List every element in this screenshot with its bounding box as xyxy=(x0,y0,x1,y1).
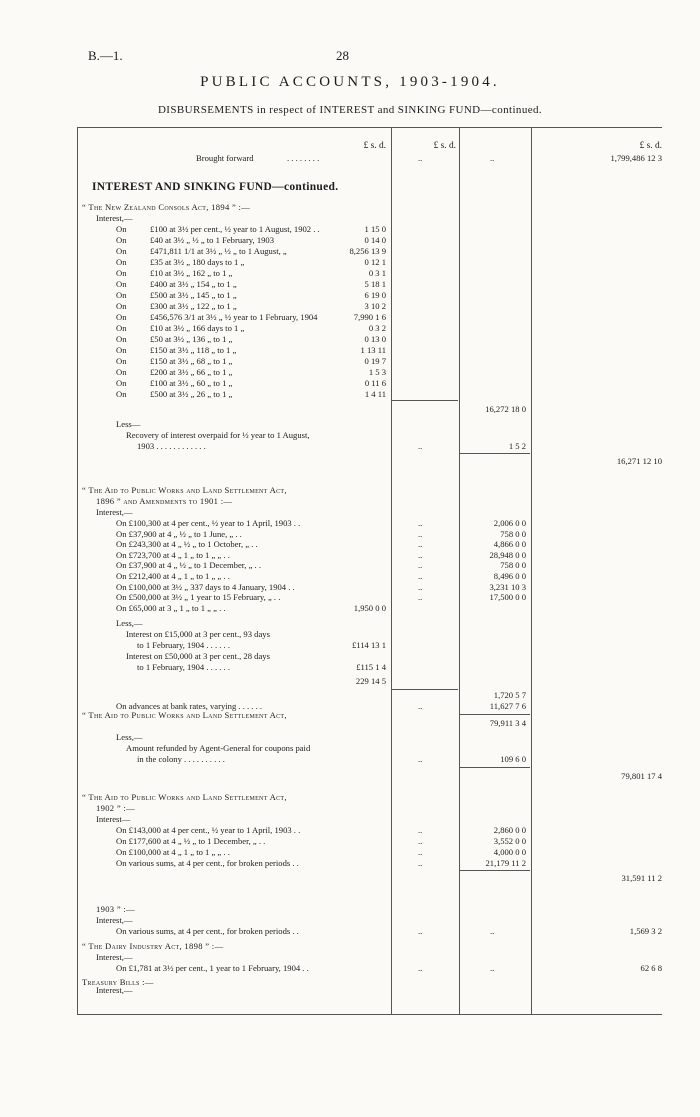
table-top-rule xyxy=(77,127,662,128)
pw1896-net: 79,801 17 4 xyxy=(621,771,662,781)
row-c1: .. xyxy=(418,825,423,835)
consols-row xyxy=(0,323,700,334)
row-prefix: On xyxy=(116,301,127,311)
row-description: On £177,600 at 4 „ ½ „ to 1 December, „ . . xyxy=(116,836,266,846)
row-prefix: On xyxy=(116,345,127,355)
row-c1: 0 3 1 xyxy=(368,268,386,278)
pw1903-c2: .. xyxy=(490,926,495,936)
row-description: £456,576 3/1 at 3½ „ ½ year to 1 February, 1904 xyxy=(150,312,318,322)
consols-recovery-line1: Recovery of interest overpaid for ½ year to 1 August, xyxy=(126,430,310,440)
row-description: On £243,300 at 4 „ ½ „ to 1 October, „ . . xyxy=(116,539,258,550)
brought-forward-label: Brought forward xyxy=(196,153,254,163)
pw1896-net-row xyxy=(0,771,700,782)
pw1896-row xyxy=(0,560,700,571)
pw1896-row xyxy=(0,518,700,529)
row-c1: 1 15 0 xyxy=(364,224,386,234)
row-description: £100 at 3½ per cent., ½ year to 1 August, 1902 . . xyxy=(150,224,320,234)
pw1902-net-row xyxy=(0,873,700,884)
table-bottom-rule xyxy=(77,1014,662,1015)
pw1903-title2-text: 1903 ” :— xyxy=(96,904,135,914)
pw1902-rule xyxy=(460,870,530,871)
row-prefix: On xyxy=(116,378,127,388)
row-description: On £212,400 at 4 „ 1 „ to 1 „ „ . . xyxy=(116,571,230,581)
section-heading: INTEREST AND SINKING FUND—continued. xyxy=(92,181,339,193)
consols-row xyxy=(0,356,700,367)
pw1896-ded2-row1 xyxy=(0,651,700,662)
pw1902-title2 xyxy=(0,803,700,814)
page-number: 28 xyxy=(336,48,349,63)
row-prefix: On xyxy=(116,246,127,256)
consols-subtotal-row xyxy=(0,404,700,415)
row-c1: .. xyxy=(418,571,423,581)
row-c2: 2,860 0 0 xyxy=(493,825,526,835)
col-header-3: £ s. d. xyxy=(639,141,662,151)
pw1896-title2-text: 1896 ” and Amendments to 1901 :— xyxy=(96,496,233,506)
dairy-desc: On £1,781 at 3½ per cent., 1 year to 1 February, 1904 . . xyxy=(116,963,309,973)
pw1896-refund-row1 xyxy=(0,743,700,754)
pw1896-row xyxy=(0,571,700,582)
pw1896-advances-label: On advances at bank rates, varying . . . . . . xyxy=(116,701,263,711)
row-c1: 3 10 2 xyxy=(364,301,386,311)
pw1902-title1-text: “ The Aid to Public Works and Land Settlement Act, xyxy=(82,792,287,802)
pw1902-row xyxy=(0,858,700,869)
dairy-interest-label xyxy=(0,952,700,963)
brought-forward-row xyxy=(0,153,700,164)
row-description: On £143,000 at 4 per cent., ½ year to 1 April, 1903 . . xyxy=(116,825,301,835)
row-description: £200 at 3½ „ 66 „ to 1 „ xyxy=(150,367,233,377)
row-c2: 4,866 0 0 xyxy=(493,539,526,550)
row-description: £400 at 3½ „ 154 „ to 1 „ xyxy=(150,279,237,289)
pw1896-ded1-row1 xyxy=(0,629,700,640)
pw1902-net: 31,591 11 2 xyxy=(621,873,662,883)
pw1903-title1-text: “ The Aid to Public Works and Land Settlement Act, xyxy=(82,710,287,720)
pw1902-interest-text: Interest— xyxy=(96,814,131,824)
pw1902-row xyxy=(0,836,700,847)
consols-row xyxy=(0,268,700,279)
row-prefix: On xyxy=(116,268,127,278)
consols-row xyxy=(0,301,700,312)
pw1896-row xyxy=(0,592,700,603)
row-c1: .. xyxy=(418,592,423,603)
row-description: On £500,000 at 3½ „ 1 year to 15 February, „ . . xyxy=(116,592,281,603)
pw1903-title1 xyxy=(0,710,700,721)
row-description: £10 at 3½ „ 162 „ to 1 „ xyxy=(150,268,233,278)
row-c1: 0 3 2 xyxy=(368,323,386,333)
pw1896-ded1-amount: £114 13 1 xyxy=(351,640,386,650)
row-description: £471,811 1/1 at 3½ „ ½ „ to 1 August, „ xyxy=(150,246,287,256)
pw1896-advances-c2: 11,627 7 6 xyxy=(489,701,526,711)
treasury-title-text: Treasury Bills :— xyxy=(82,977,154,987)
pw1903-c1: .. xyxy=(418,926,423,936)
pw1896-less-row xyxy=(0,618,700,629)
row-c1: 1,950 0 0 xyxy=(353,602,386,613)
pw1896-ded2-amount: £115 1 4 xyxy=(356,662,386,672)
dairy-net: 62 6 8 xyxy=(640,963,662,973)
row-c1: 8,256 13 9 xyxy=(349,246,386,256)
consols-row xyxy=(0,312,700,323)
brought-forward-amount: 1,799,486 12 3 xyxy=(610,153,662,163)
row-c2: 17,500 0 0 xyxy=(489,592,526,603)
row-prefix: On xyxy=(116,257,127,267)
consols-row xyxy=(0,257,700,268)
pw1896-interest-text: Interest,— xyxy=(96,507,133,517)
row-c1: 0 12 1 xyxy=(364,257,386,267)
pw1896-net-after-row xyxy=(0,690,700,701)
pw1896-refund-line2: in the colony . . . . . . . . . . xyxy=(137,754,225,764)
pw1896-sum: 79,911 3 4 xyxy=(489,718,526,728)
consols-net-row xyxy=(0,456,700,467)
pw1896-ded-total: 229 14 5 xyxy=(355,676,386,686)
pw1896-row xyxy=(0,529,700,540)
pw1896-row xyxy=(0,582,700,593)
pw1896-less2: Less,— xyxy=(116,732,143,742)
row-description: On £100,300 at 4 per cent., ½ year to 1 April, 1903 . . xyxy=(116,518,301,528)
pw1902-title2-text: 1902 ” :— xyxy=(96,803,135,813)
consols-title xyxy=(0,202,700,213)
row-c1: 6 19 0 xyxy=(364,290,386,300)
brought-forward-c1: .. xyxy=(418,153,423,163)
pw1902-row xyxy=(0,825,700,836)
row-description: £50 at 3½ „ 136 „ to 1 „ xyxy=(150,334,233,344)
pw1896-refund-rule xyxy=(460,767,530,768)
row-description: On £65,000 at 3 „ 1 „ to 1 „ „ . . xyxy=(116,602,226,613)
pw1896-net-after: 1,720 5 7 xyxy=(493,690,526,700)
consols-row xyxy=(0,279,700,290)
consols-row xyxy=(0,378,700,389)
pw1896-ded2-line2: to 1 February, 1904 . . . . . . xyxy=(137,662,231,672)
consols-interest-text: Interest,— xyxy=(96,213,133,223)
row-description: £500 at 3½ „ 26 „ to 1 „ xyxy=(150,389,233,399)
pw1896-title1 xyxy=(0,485,700,496)
row-description: On £37,900 at 4 „ ½ „ to 1 June, „ . . xyxy=(116,528,242,539)
row-c1: .. xyxy=(418,836,423,846)
consols-row xyxy=(0,367,700,378)
pw1902-title1 xyxy=(0,792,700,803)
row-prefix: On xyxy=(116,224,127,234)
row-description: £35 at 3½ „ 180 days to 1 „ xyxy=(150,257,245,267)
dairy-c2: .. xyxy=(490,963,495,973)
pw1896-ded1-line2: to 1 February, 1904 . . . . . . xyxy=(137,640,231,650)
consols-subtotal: 16,272 18 0 xyxy=(485,404,526,414)
row-description: £150 at 3½ „ 68 „ to 1 „ xyxy=(150,356,233,366)
row-c1: 1 4 11 xyxy=(364,389,386,399)
pw1896-refund-c2: 109 6 0 xyxy=(500,754,526,764)
pw1903-desc: On various sums, at 4 per cent., for broken periods . . xyxy=(116,926,299,936)
row-description: £500 at 3½ „ 145 „ to 1 „ xyxy=(150,290,237,300)
row-description: On £100,000 at 3½ „ 337 days to 4 January, 1904 . . xyxy=(116,581,295,592)
pw1896-refund-line1: Amount refunded by Agent-General for coupons paid xyxy=(126,743,311,753)
row-prefix: On xyxy=(116,312,127,322)
pw1903-row xyxy=(0,926,700,937)
row-prefix: On xyxy=(116,323,127,333)
consols-row xyxy=(0,224,700,235)
row-c1: 0 11 6 xyxy=(364,378,386,388)
consols-recovery-rule xyxy=(460,453,530,454)
row-prefix: On xyxy=(116,334,127,344)
row-c1: 5 18 1 xyxy=(364,279,386,289)
pw1896-row xyxy=(0,539,700,550)
row-c1: 0 14 0 xyxy=(364,235,386,245)
row-description: £40 at 3½ „ ½ „ to 1 February, 1903 xyxy=(150,235,275,245)
pw1903-net: 1,569 3 2 xyxy=(629,926,662,936)
row-c1: 0 13 0 xyxy=(364,334,386,344)
row-c2: 28,948 0 0 xyxy=(489,549,526,560)
pw1896-ded1-row2 xyxy=(0,640,700,651)
row-c1: .. xyxy=(418,858,423,868)
row-description: On £37,900 at 4 „ ½ „ to 1 December, „ . . xyxy=(116,560,261,571)
page-subtitle: DISBURSEMENTS in respect of INTEREST and SINKING FUND—continued. xyxy=(157,104,543,116)
row-c1: .. xyxy=(418,560,423,571)
brought-forward-dots: . . . . . . . . xyxy=(287,153,320,163)
dairy-title-text: “ The Dairy Industry Act, 1898 ” :— xyxy=(82,941,224,951)
dairy-row xyxy=(0,963,700,974)
treasury-interest-text: Interest,— xyxy=(96,985,133,995)
consols-interest-label xyxy=(0,213,700,224)
consols-row xyxy=(0,235,700,246)
dairy-interest-text: Interest,— xyxy=(96,952,133,962)
row-c2: 2,006 0 0 xyxy=(493,518,526,528)
row-c1: .. xyxy=(418,581,423,592)
treasury-interest-label xyxy=(0,985,700,996)
pw1902-interest-label xyxy=(0,814,700,825)
row-description: On various sums, at 4 per cent., for broken periods . . xyxy=(116,858,299,868)
row-c2: 4,000 0 0 xyxy=(493,847,526,857)
consols-net: 16,271 12 10 xyxy=(616,456,662,466)
row-prefix: On xyxy=(116,279,127,289)
row-c1: .. xyxy=(418,847,423,857)
pw1903-title2 xyxy=(0,904,700,915)
consols-recovery-row2 xyxy=(0,441,700,452)
row-description: On £100,000 at 4 „ 1 „ to 1 „ „ . . xyxy=(116,847,230,857)
row-c2: 3,231 10 3 xyxy=(489,581,526,592)
row-c2: 758 0 0 xyxy=(500,560,526,571)
row-c1: 1 13 11 xyxy=(360,345,386,355)
row-c1: 1 5 3 xyxy=(368,367,386,377)
row-description: On £723,700 at 4 „ 1 „ to 1 „ „ . . xyxy=(116,549,230,560)
consols-recovery-c1: .. xyxy=(418,441,423,451)
pw1896-less: Less,— xyxy=(116,618,143,628)
pw1903-interest-label xyxy=(0,915,700,926)
pw1896-advances-c1: .. xyxy=(418,701,423,711)
row-c1: 0 19 7 xyxy=(364,356,386,366)
consols-recovery-c2: 1 5 2 xyxy=(508,441,526,451)
consols-row xyxy=(0,290,700,301)
consols-row xyxy=(0,389,700,400)
row-description: £150 at 3½ „ 118 „ to 1 „ xyxy=(150,345,237,355)
row-c2: 3,552 0 0 xyxy=(493,836,526,846)
page-ref: B.—1. xyxy=(88,48,123,63)
row-prefix: On xyxy=(116,290,127,300)
row-prefix: On xyxy=(116,356,127,366)
row-description: £100 at 3½ „ 60 „ to 1 „ xyxy=(150,378,233,388)
pw1896-row xyxy=(0,603,700,614)
pw1896-refund-c1: .. xyxy=(418,754,423,764)
row-description: £10 at 3½ „ 166 days to 1 „ xyxy=(150,323,245,333)
row-description: £300 at 3½ „ 122 „ to 1 „ xyxy=(150,301,237,311)
col-header-1: £ s. d. xyxy=(363,141,386,151)
pw1896-ded1-line1: Interest on £15,000 at 3 per cent., 93 days xyxy=(126,629,270,639)
consols-recovery-row1 xyxy=(0,430,700,441)
consols-title-text: “ The New Zealand Consols Act, 1894 ” :— xyxy=(82,202,251,212)
pw1896-ded-total-row xyxy=(0,676,700,687)
row-prefix: On xyxy=(116,367,127,377)
row-c2: 21,179 11 2 xyxy=(485,858,526,868)
consols-recovery-line2: 1903 . . . . . . . . . . . . xyxy=(137,441,206,451)
consols-less: Less— xyxy=(116,419,141,429)
pw1896-ded2-row2 xyxy=(0,662,700,673)
pw1896-row xyxy=(0,550,700,561)
page-title: PUBLIC ACCOUNTS, 1903-1904. xyxy=(200,74,500,90)
pw1903-interest-text: Interest,— xyxy=(96,915,133,925)
dairy-title xyxy=(0,941,700,952)
col-header-2: £ s. d. xyxy=(433,141,456,151)
row-prefix: On xyxy=(116,389,127,399)
row-c1: .. xyxy=(418,518,423,528)
pw1896-refund-row2 xyxy=(0,754,700,765)
column-headers xyxy=(0,141,700,152)
row-c1: .. xyxy=(418,549,423,560)
dairy-c1: .. xyxy=(418,963,423,973)
pw1896-title2 xyxy=(0,496,700,507)
consols-less-row xyxy=(0,419,700,430)
consols-row xyxy=(0,334,700,345)
row-c1: 7,990 1 6 xyxy=(353,312,386,322)
row-c2: 8,496 0 0 xyxy=(493,571,526,581)
row-prefix: On xyxy=(116,235,127,245)
consols-subtotal-rule xyxy=(392,400,458,401)
row-c1: .. xyxy=(418,539,423,550)
pw1896-ded2-line1: Interest on £50,000 at 3 per cent., 28 days xyxy=(126,651,270,661)
consols-row xyxy=(0,246,700,257)
row-c2: 758 0 0 xyxy=(500,528,526,539)
pw1896-interest-label xyxy=(0,507,700,518)
pw1902-row xyxy=(0,847,700,858)
row-c1: .. xyxy=(418,528,423,539)
pw1896-title1-text: “ The Aid to Public Works and Land Settlement Act, xyxy=(82,485,287,495)
brought-forward-c2: .. xyxy=(490,153,495,163)
pw1896-less2-row xyxy=(0,732,700,743)
consols-row xyxy=(0,345,700,356)
